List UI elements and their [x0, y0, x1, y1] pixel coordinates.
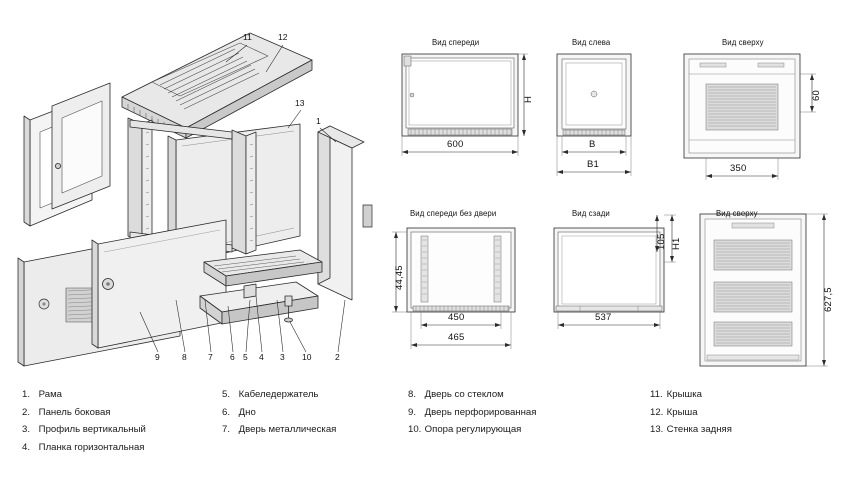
legend-item-8-label: Дверь со стеклом	[424, 389, 504, 400]
legend-item-3	[22, 421, 232, 439]
view-title-rear: Вид сзади	[572, 209, 610, 218]
legend-column-1	[22, 386, 232, 456]
dim-front-nd-width-out: 465	[448, 332, 465, 343]
view-title-top-2: Вид сверху	[716, 209, 758, 218]
dim-top2-height: 627,5	[823, 287, 834, 312]
dim-rear-width: 537	[595, 312, 612, 323]
view-title-left: Вид слева	[572, 38, 611, 47]
legend	[0, 386, 842, 481]
legend-item-4-label: Планка горизонтальная	[38, 441, 145, 453]
legend-item-2	[22, 404, 232, 422]
view-title-front: Вид спереди	[432, 38, 480, 47]
dim-top-depth: 60	[811, 90, 822, 101]
view-top-1	[684, 54, 816, 180]
view-rear	[554, 215, 676, 329]
legend-item-13-label: Стенка задняя	[666, 424, 732, 435]
legend-item-3-number: 3.	[22, 424, 31, 435]
legend-column-2	[222, 386, 402, 439]
legend-item-10-number: 10.	[408, 424, 422, 435]
legend-item-7-label: Дверь металлическая	[238, 424, 337, 435]
legend-item-1	[22, 386, 232, 404]
legend-item-10-label: Опора регулирующая	[424, 424, 522, 435]
legend-item-4-number: 4.	[22, 441, 31, 453]
legend-item-12-number: 12.	[650, 406, 664, 418]
callout-11: 11	[243, 32, 252, 42]
legend-item-7	[222, 421, 402, 439]
view-front	[402, 54, 528, 156]
dim-left-width: B	[589, 139, 596, 150]
dim-left-width-outer: B1	[587, 159, 600, 170]
legend-item-8-number: 8.	[408, 389, 417, 400]
legend-item-12	[650, 404, 840, 422]
callout-13: 13	[295, 98, 305, 108]
legend-item-12-label: Крыша	[666, 406, 698, 418]
legend-item-6	[222, 404, 402, 422]
legend-column-3	[408, 386, 618, 439]
legend-item-5-label: Кабеледержатель	[238, 389, 319, 400]
legend-item-2-label: Панель боковая	[38, 406, 111, 418]
legend-item-11-label: Крышка	[666, 389, 702, 400]
legend-item-13	[650, 421, 840, 439]
view-left	[557, 54, 631, 176]
legend-item-9-label: Дверь перфорированная	[424, 406, 537, 418]
legend-item-13-number: 13.	[650, 424, 664, 435]
dim-rear-height-105: 105	[656, 233, 667, 250]
callout-1: 1	[316, 116, 321, 126]
legend-item-4	[22, 439, 232, 457]
legend-item-1-number: 1.	[22, 389, 31, 400]
callout-10: 10	[302, 352, 312, 362]
legend-item-8	[408, 386, 618, 404]
dim-front-nd-height: 44,45	[394, 265, 405, 290]
legend-item-7-number: 7.	[222, 424, 231, 435]
callout-8: 8	[182, 352, 187, 362]
callout-9: 9	[155, 352, 160, 362]
callout-7: 7	[208, 352, 213, 362]
legend-item-3-label: Профиль вертикальный	[38, 424, 146, 435]
legend-item-6-number: 6.	[222, 406, 231, 418]
legend-item-2-number: 2.	[22, 406, 31, 418]
legend-item-11-number: 11.	[650, 389, 663, 400]
legend-column-4	[650, 386, 840, 439]
dim-front-width: 600	[447, 139, 464, 150]
legend-item-5	[222, 386, 402, 404]
callout-12: 12	[278, 32, 288, 42]
legend-item-9-number: 9.	[408, 406, 417, 418]
callout-3: 3	[280, 352, 285, 362]
callout-5: 5	[243, 352, 248, 362]
dim-front-nd-width-in: 450	[448, 312, 465, 323]
dim-rear-height-h1: H1	[671, 237, 682, 250]
legend-item-5-number: 5.	[222, 389, 231, 400]
legend-item-1-label: Рама	[38, 389, 63, 400]
view-title-top: Вид сверху	[722, 38, 764, 47]
legend-item-9	[408, 404, 618, 422]
dim-front-height: H	[523, 95, 534, 103]
callout-6: 6	[230, 352, 235, 362]
callout-2: 2	[335, 352, 340, 362]
view-title-front-no-door: Вид спереди без двери	[410, 209, 497, 218]
callout-4: 4	[259, 352, 264, 362]
legend-item-10	[408, 421, 618, 439]
legend-item-11	[650, 386, 840, 404]
dim-top-width: 350	[730, 163, 747, 174]
view-top-2	[700, 214, 828, 366]
view-front-no-door	[392, 228, 515, 349]
legend-item-6-label: Дно	[238, 406, 256, 418]
